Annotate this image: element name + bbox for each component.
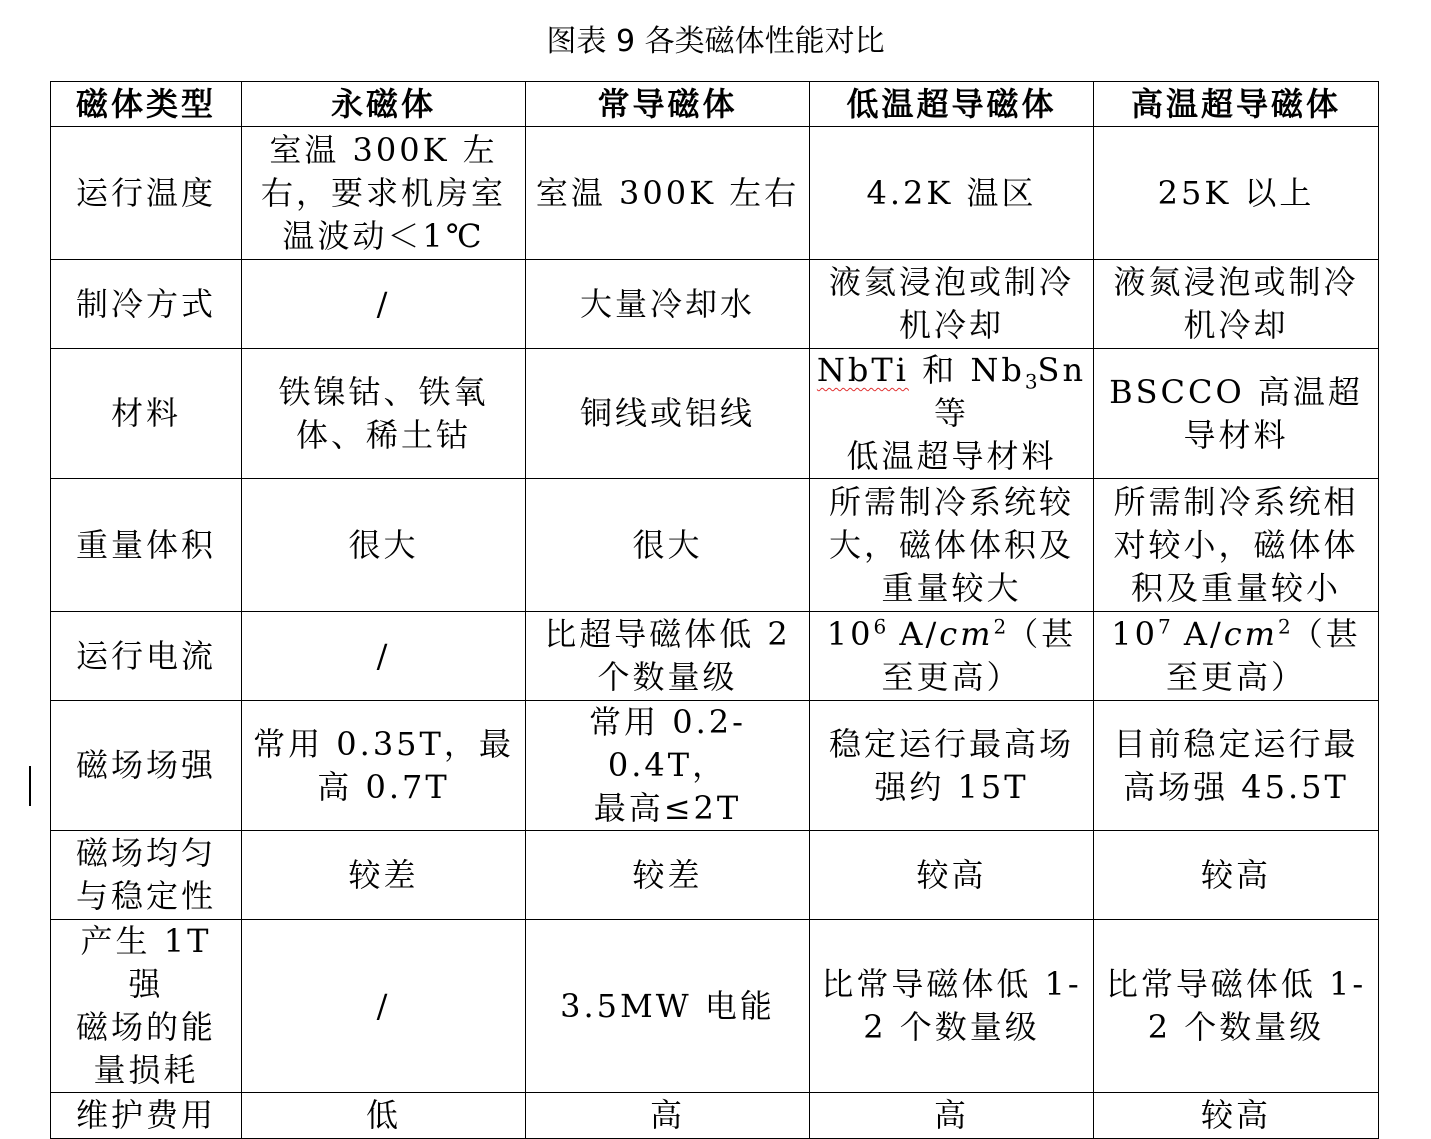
table-cell: 室温 300K 左 右，要求机房室 温波动＜1℃ — [242, 127, 526, 260]
table-cell: 25K 以上 — [1094, 127, 1379, 260]
table-cell: 室温 300K 左右 — [526, 127, 810, 260]
table-row — [51, 612, 1379, 701]
table-cell: 大量冷却水 — [526, 260, 810, 349]
table-cell: 较高 — [1094, 1093, 1379, 1139]
table-cell: 液氦浸泡或制冷 机冷却 — [810, 260, 1094, 349]
table-cell: 所需制冷系统较 大，磁体体积及 重量较大 — [810, 479, 1094, 612]
table-cell: 较差 — [242, 831, 526, 920]
row-label: 运行温度 — [51, 127, 242, 260]
table-cell: 很大 — [526, 479, 810, 612]
column-header-type: 磁体类型 — [51, 82, 242, 127]
table-cell: 很大 — [242, 479, 526, 612]
table-cell: 比常导磁体低 1- 2 个数量级 — [1094, 920, 1379, 1093]
row-label: 磁场均匀 与稳定性 — [51, 831, 242, 920]
table-cell: 目前稳定运行最 高场强 45.5T — [1094, 701, 1379, 831]
table-cell-current-density: $10^6$ $A/cm^2$（甚 至更高） — [810, 612, 1094, 701]
table-row — [51, 831, 1379, 920]
spellcheck-underlined-text: NbTi — [816, 351, 909, 389]
table-cell: 液氮浸泡或制冷 机冷却 — [1094, 260, 1379, 349]
row-label: 维护费用 — [51, 1093, 242, 1139]
row-label: 重量体积 — [51, 479, 242, 612]
table-cell: 常用 0.2-0.4T， 最高≤2T — [526, 701, 810, 831]
table-cell: 比常导磁体低 1- 2 个数量级 — [810, 920, 1094, 1093]
row-label: 运行电流 — [51, 612, 242, 701]
table-row — [51, 479, 1379, 612]
table-cell: / — [242, 612, 526, 701]
table-cell: / — [242, 260, 526, 349]
figure-title: 图表 9 各类磁体性能对比 — [546, 24, 885, 59]
table-cell: 4.2K 温区 — [810, 127, 1094, 260]
table-cell-current-density: $10^7$ $A/cm^2$（甚 至更高） — [1094, 612, 1379, 701]
column-header-conventional: 常导磁体 — [526, 82, 810, 127]
table-cell: 比超导磁体低 2 个数量级 — [526, 612, 810, 701]
table-row — [51, 127, 1379, 260]
column-header-hts: 高温超导磁体 — [1094, 82, 1379, 127]
table-cell: BSCCO 高温超 导材料 — [1094, 349, 1379, 479]
table-row — [51, 701, 1379, 831]
table-row — [51, 349, 1379, 479]
table-row — [51, 1093, 1379, 1139]
table-cell: / — [242, 920, 526, 1093]
table-cell: 较高 — [810, 831, 1094, 920]
magnet-comparison-table — [50, 81, 1379, 1139]
table-cell: 较差 — [526, 831, 810, 920]
header-row — [51, 82, 1379, 127]
table-cell: 铜线或铝线 — [526, 349, 810, 479]
table-cell: 高 — [526, 1093, 810, 1139]
row-label: 产生 1T 强 磁场的能 量损耗 — [51, 920, 242, 1093]
table-cell-lts-material: NbTi 和 $Nb_3Sn$ 等 低温超导材料 — [810, 349, 1094, 479]
table-row — [51, 920, 1379, 1093]
row-label: 磁场场强 — [51, 701, 242, 831]
table-cell: 铁镍钴、铁氧 体、稀土钴 — [242, 349, 526, 479]
table-cell: 低 — [242, 1093, 526, 1139]
column-header-permanent: 永磁体 — [242, 82, 526, 127]
row-label: 材料 — [51, 349, 242, 479]
table-cell-field-strength[interactable]: 稳定运行最高场 强约 15T — [810, 701, 1094, 831]
table-cell: 3.5MW 电能 — [526, 920, 810, 1093]
table-cell: 高 — [810, 1093, 1094, 1139]
table-cell: 常用 0.35T，最 高 0.7T — [242, 701, 526, 831]
row-label: 制冷方式 — [51, 260, 242, 349]
table-cell: 所需制冷系统相 对较小，磁体体 积及重量较小 — [1094, 479, 1379, 612]
column-header-lts: 低温超导磁体 — [810, 82, 1094, 127]
table-cell: 较高 — [1094, 831, 1379, 920]
table-row — [51, 260, 1379, 349]
